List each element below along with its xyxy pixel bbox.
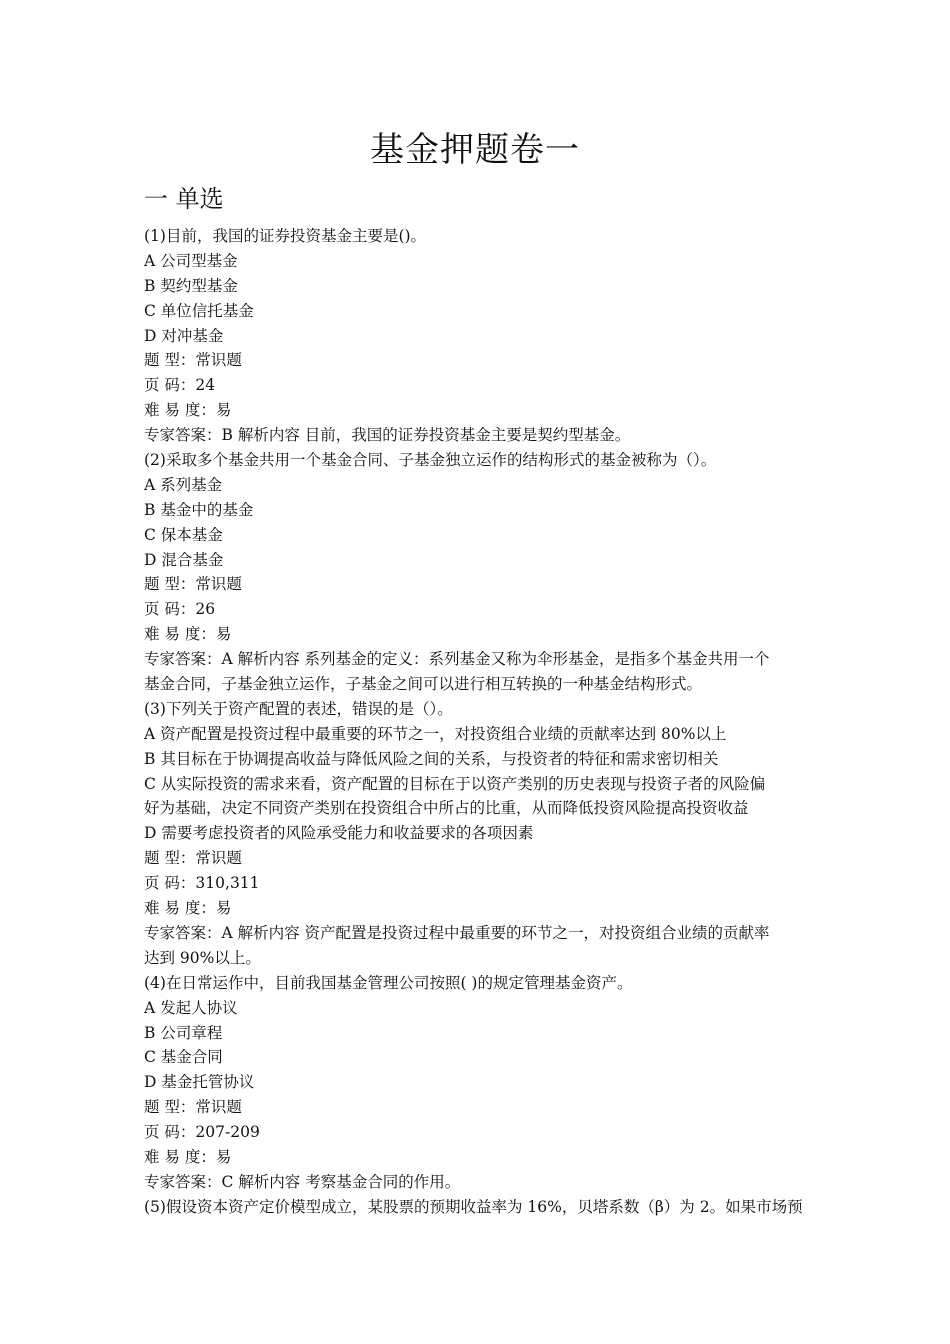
document-title: 基金押题卷一 — [370, 130, 580, 170]
text-line: C 基金合同 — [144, 1048, 223, 1067]
text-line: 基金合同，子基金独立运作，子基金之间可以进行相互转换的一种基金结构形式。 — [144, 675, 703, 694]
text-line: C 从实际投资的需求来看，资产配置的目标在于以资产类别的历史表现与投资子者的风险偏 — [144, 774, 766, 793]
text-line: A 系列基金 — [144, 475, 223, 494]
text-line: D 基金托管协议 — [144, 1073, 255, 1092]
text-line: B 契约型基金 — [144, 276, 238, 295]
text-line: A 资产配置是投资过程中最重要的环节之一，对投资组合业绩的贡献率达到 80%以上 — [144, 724, 727, 743]
text-line: 题 型：常识题 — [144, 1098, 242, 1117]
section-heading: 一 单选 — [144, 185, 224, 213]
text-line: B 其目标在于协调提高收益与降低风险之间的关系，与投资者的特征和需求密切相关 — [144, 749, 719, 768]
text-line: 题 型：常识题 — [144, 351, 242, 370]
text-line: B 公司章程 — [144, 1023, 223, 1042]
text-line: 专家答案：C 解析内容 考察基金合同的作用。 — [144, 1172, 461, 1191]
text-line: 好为基础，决定不同资产类别在投资组合中所占的比重，从而降低投资风险提高投资收益 — [144, 799, 749, 818]
text-line: (5)假设资本资产定价模型成立，某股票的预期收益率为 16%，贝塔系数（β）为 2。如果市场预 — [144, 1197, 803, 1216]
text-line: D 混合基金 — [144, 550, 224, 569]
text-line: (1)目前，我国的证券投资基金主要是()。 — [144, 227, 427, 245]
document-body — [144, 224, 814, 1220]
text-line: 难 易 度：易 — [144, 625, 232, 644]
text-line: C 保本基金 — [144, 525, 223, 544]
text-line: 页 码：310,311 — [144, 874, 260, 893]
text-line: 专家答案：B 解析内容 目前，我国的证券投资基金主要是契约型基金。 — [144, 426, 631, 445]
text-line: A 发起人协议 — [144, 998, 238, 1017]
text-line: 题 型：常识题 — [144, 849, 242, 868]
text-line: 专家答案：A 解析内容 资产配置是投资过程中最重要的环节之一，对投资组合业绩的贡献率 — [144, 923, 770, 942]
text-line: 难 易 度：易 — [144, 899, 232, 918]
text-line: (4)在日常运作中，目前我国基金管理公司按照( )的规定管理基金资产。 — [144, 973, 633, 992]
text-line: D 对冲基金 — [144, 326, 224, 345]
text-line: 难 易 度：易 — [144, 1147, 232, 1166]
text-line: (2)采取多个基金共用一个基金合同、子基金独立运作的结构形式的基金被称为（）。 — [144, 451, 717, 470]
text-line: 页 码：207-209 — [144, 1123, 260, 1142]
text-line: 达到 90%以上。 — [144, 948, 261, 967]
text-line: 难 易 度：易 — [144, 401, 232, 420]
text-line: A 公司型基金 — [144, 251, 238, 270]
text-line: 题 型：常识题 — [144, 575, 242, 594]
text-line: 专家答案：A 解析内容 系列基金的定义：系列基金又称为伞形基金，是指多个基金共用一个 — [144, 650, 770, 669]
text-line: D 需要考虑投资者的风险承受能力和收益要求的各项因素 — [144, 824, 534, 843]
text-line: C 单位信托基金 — [144, 301, 254, 320]
text-line: 页 码：24 — [144, 376, 216, 395]
text-line: 页 码：26 — [144, 600, 216, 619]
text-line: (3)下列关于资产配置的表述，错误的是（）。 — [144, 699, 453, 718]
text-line: B 基金中的基金 — [144, 500, 254, 519]
